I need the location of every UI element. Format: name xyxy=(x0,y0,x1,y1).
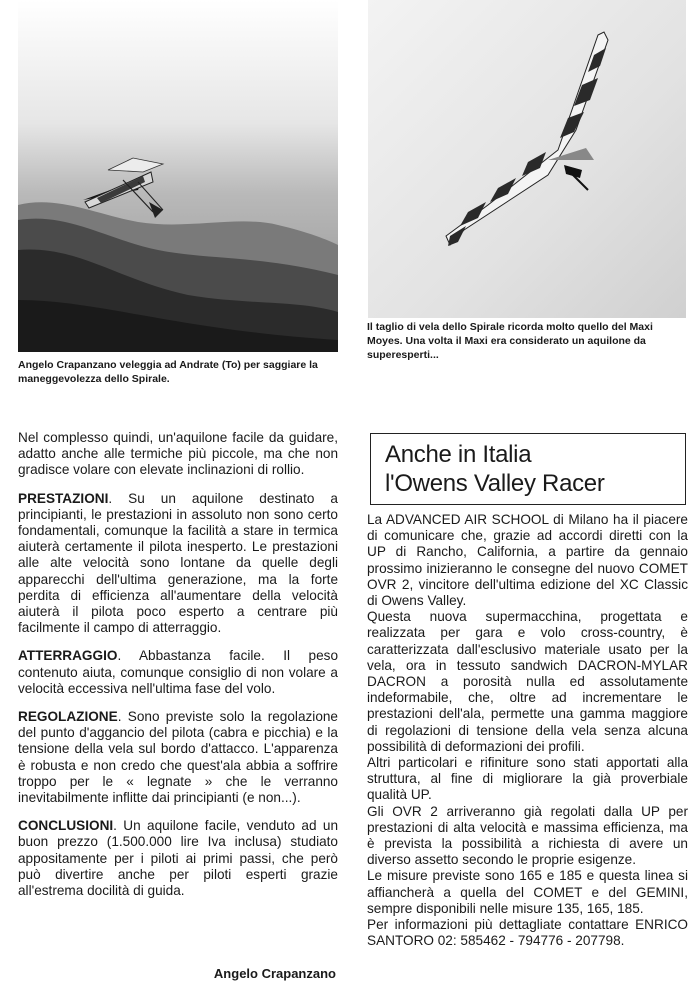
photo-caption: Angelo Crapanzano veleggia ad Andrate (To) per saggiare la maneggevolezza dello Spirale. xyxy=(18,359,318,385)
section-text: . Abbastanza facile. Il peso contenuto aiuta, comunque consiglio di non volare a velocità eccessiva nell'ultima fase del volo. xyxy=(18,648,338,696)
paragraph xyxy=(18,709,338,806)
headline-line: Anche in Italia xyxy=(385,441,532,468)
author-byline: Angelo Crapanzano xyxy=(213,966,336,981)
paragraph xyxy=(18,818,338,899)
photo-glider-from-below xyxy=(368,0,686,318)
paragraph xyxy=(18,648,338,697)
paragraph: Altri particolari e rifiniture sono stati apportati alla struttura, al fine di migliorare la già proverbiale qualità UP. xyxy=(367,755,688,803)
article-column xyxy=(18,430,338,911)
paragraph: La ADVANCED AIR SCHOOL di Milano ha il piacere di comunicare che, grazie ad accordi diretti con la UP di Rancho, California, a partire da gennaio prossimo inizieranno le consegne del nuovo COMET OVR 2, vincitore dell'ultima edizione del XC Classic di Owens Valley. xyxy=(367,512,688,609)
headline-line: l'Owens Valley Racer xyxy=(385,470,605,497)
section-heading: CONCLUSIONI xyxy=(18,818,114,834)
paragraph: Gli OVR 2 arriveranno già regolati dalla UP per prestazioni di alta velocità e massima efficienza, ma è prevista la possibilità a richiesta di avere un diverso assetto secondo le proprie esigenze. xyxy=(367,803,688,868)
photo-caption: Il taglio di vela dello Spirale ricorda molto quello del Maxi Moyes. Una volta il Maxi era considerato un aquilone da superesperti... xyxy=(367,321,653,361)
section-heading: REGOLAZIONE xyxy=(18,709,118,725)
section-text: . Sono previste solo la regolazione del punto d'aggancio del pilota (cabra e picchia) e la tensione della vela sul bordo d'attacco. L'apparenza è robusta e non credo che quest'ala abbia a soffrire troppo per le « legnate » che le verranno inevitabilmente inflitte dai principianti (e non...). xyxy=(18,709,338,806)
section-heading: ATTERRAGGIO xyxy=(18,648,118,664)
section-heading: PRESTAZIONI xyxy=(18,490,109,506)
paragraph xyxy=(18,491,338,637)
section-text: . Un aquilone facile, venduto ad un buon prezzo (1.500.000 lire Iva inclusa) studiato appositamente per i piloti ai primi passi, che però può divertire anche per piloti esperti grazie all'estrema docilità di guida. xyxy=(18,818,338,899)
paragraph: Nel complesso quindi, un'aquilone facile da guidare, adatto anche alle termiche più piccole, ma che non gradisce volare con elevate inclinazioni di rollio. xyxy=(18,430,338,478)
news-column xyxy=(367,512,688,949)
boxed-headline xyxy=(370,433,686,505)
paragraph: Questa nuova supermacchina, progettata e realizzata per gara e volo cross-country, è caratterizzata dall'esclusivo materiale usato per la vela, ora in tessuto sandwich DACRON-MYLAR DACRON a porosità nulla ed assolutamente indeformabile, che, oltre ad incrementare le prestazioni dell'ala, permette una gamma maggiore di regolazioni di tensione della vela senza alcuna possibilità di deformazioni dei profili. xyxy=(367,609,688,754)
section-text: . Su un aquilone destinato a principianti, le prestazioni in assoluto non sono certo fondamentali, comunque la facilità a stare in termica aiuterà certamente il pilota inesperto. Le prestazioni alle alte velocità sono lontane da quelle degli apparecchi dell'ultima generazione, ma la forte perdita di efficienza all'aumentare della velocità aiuterà il pilota poco esperto a centrare più facilmente il campo di atterraggio. xyxy=(18,490,338,636)
photo-glider-over-hills xyxy=(18,0,338,352)
paragraph: Le misure previste sono 165 e 185 e questa linea si affiancherà a quella del COMET e del GEMINI, sempre disponibili nelle misure 135, 165, 185. xyxy=(367,868,688,916)
paragraph: Per informazioni più dettagliate contattare ENRICO SANTORO 02: 585462 - 794776 - 207798. xyxy=(367,917,688,949)
